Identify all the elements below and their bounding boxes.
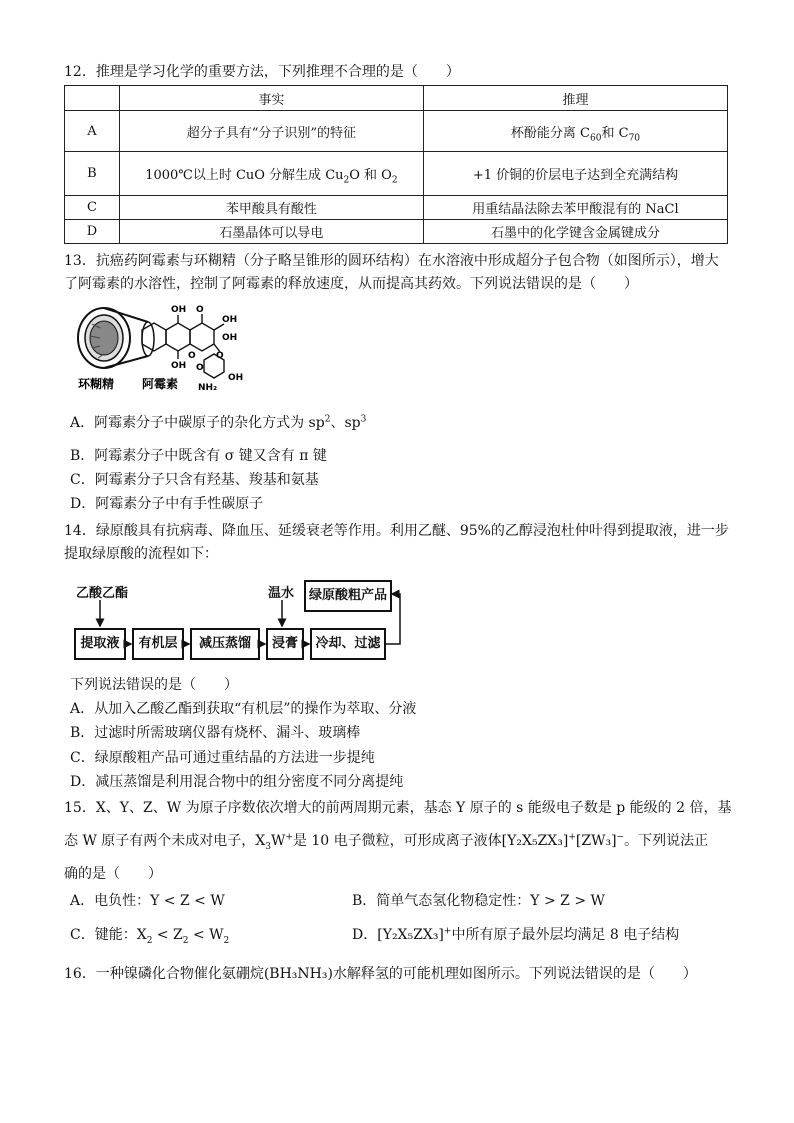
- label-doxorubicin: 阿霉素: [142, 377, 179, 391]
- nh2-label: NH₂: [198, 383, 218, 393]
- row-fact: 苯甲酸具有酸性: [119, 196, 423, 220]
- q13-option-c: C．阿霉素分子只含有羟基、羧基和氨基: [70, 472, 319, 488]
- table-row: [65, 196, 728, 220]
- row-label: B: [65, 152, 120, 196]
- table-row: [65, 152, 728, 196]
- header-cell-inference: 推理: [423, 86, 727, 111]
- reagent-warm-water: 温水: [268, 586, 295, 601]
- q14-option-b: B．过滤时所需玻璃仪器有烧杯、漏斗、玻璃棒: [70, 725, 361, 741]
- header-cell-fact: 事实: [119, 86, 423, 111]
- q12-table: [64, 85, 728, 244]
- q14-stem-line2: 提取绿原酸的流程如下：: [64, 546, 218, 562]
- o-label-3: O: [196, 363, 204, 373]
- row-label: A: [65, 111, 120, 152]
- q14-option-a: A．从加入乙酸乙酯到获取“有机层”的操作为萃取、分液: [70, 701, 417, 717]
- row-inference: 石墨中的化学键含金属键成分: [423, 220, 727, 244]
- q15-option-c: C．键能：$X_2 < Z_2 < W_2$: [70, 927, 230, 946]
- q13-stem-line2: 了阿霉素的水溶性，控制了阿霉素的释放速度，从而提高其药效。下列说法错误的是（ ）: [64, 276, 638, 292]
- label-cyclodextrin: 环糊精: [78, 377, 115, 391]
- oh-label-5: OH: [228, 373, 244, 383]
- row-fact: 1000℃以上时 CuO 分解生成 $Cu_2O$ 和 $O_2$: [119, 152, 423, 196]
- row-label: D: [65, 220, 120, 244]
- flowchart-arrows: [70, 580, 410, 662]
- box-extract: 提取液: [74, 628, 126, 660]
- header-cell-empty: [65, 86, 120, 111]
- o-label-4: O: [216, 351, 224, 361]
- box-cool-filter: 冷却、过滤: [310, 628, 386, 660]
- q15-option-b: B．简单气态氢化物稳定性：Y > Z > W: [352, 893, 605, 909]
- process-flowchart: [70, 580, 410, 662]
- q14-option-c: C．绿原酸粗产品可通过重结晶的方法进一步提纯: [70, 750, 375, 766]
- row-inference: 杯酚能分离 $C_{60}$和 $C_{70}$: [423, 111, 727, 152]
- q13-option-b: B．阿霉素分子中既含有 σ 键又含有 π 键: [70, 448, 327, 464]
- q14-ask: 下列说法错误的是（ ）: [70, 677, 238, 693]
- row-fact: 石墨晶体可以导电: [119, 220, 423, 244]
- table-row: [65, 111, 728, 152]
- q15-stem-line3: 确的是（ ）: [64, 866, 162, 882]
- q13-option-d: D．阿霉素分子中有手性碳原子: [70, 496, 264, 512]
- q14-stem-line1: 14．绿原酸具有抗病毒、降血压、延缓衰老等作用。利用乙醚、95%的乙醇浸泡杜仲叶得到提取液，进一步: [64, 523, 729, 539]
- q15-option-a: A．电负性：Y < Z < W: [70, 893, 225, 909]
- q13-stem-line1: 13．抗癌药阿霉素与环糊精（分子略呈锥形的圆环结构）在水溶液中形成超分子包合物（如图所示），增大: [64, 253, 719, 269]
- q14-option-d: D．减压蒸馏是利用混合物中的组分密度不同分离提纯: [70, 774, 404, 790]
- oh-label-3: OH: [222, 333, 238, 343]
- oh-label-1: OH: [171, 305, 187, 315]
- inclusion-complex-figure: [70, 300, 260, 395]
- oh-label-2: OH: [222, 315, 238, 325]
- q15-stem-line2: 态 W 原子有两个未成对电子，$X_3W^+$是 10 电子微粒，可形成离子液体[Y₂X₅ZX₃]+[ZW₃]−。下列说法正: [64, 832, 709, 852]
- o-label-2: O: [188, 351, 196, 361]
- row-fact: 超分子具有“分子识别”的特征: [119, 111, 423, 152]
- table-header-row: [65, 86, 728, 111]
- reagent-ethyl-acetate: 乙酸乙酯: [76, 586, 129, 601]
- q15-stem-line1: 15．X、Y、Z、W 为原子序数依次增大的前两周期元素，基态 Y 原子的 s 能级电子数是 p 能级的 2 倍，基: [64, 800, 732, 816]
- box-crude-product: 绿原酸粗产品: [304, 580, 392, 612]
- q12-stem: 12．推理是学习化学的重要方法，下列推理不合理的是（ ）: [64, 64, 460, 80]
- box-vacuum-distillation: 减压蒸馏: [190, 628, 260, 660]
- oh-label-4: OH: [171, 361, 187, 371]
- row-label: C: [65, 196, 120, 220]
- row-inference: +1 价铜的价层电子达到全充满结构: [423, 152, 727, 196]
- table-row: [65, 220, 728, 244]
- q15-option-d: D．[Y₂X₅ZX₃]+中所有原子最外层均满足 8 电子结构: [352, 926, 680, 943]
- o-label-1: O: [196, 305, 204, 315]
- box-organic-layer: 有机层: [132, 628, 184, 660]
- box-extractum: 浸膏: [266, 628, 304, 660]
- q16-stem: 16．一种镍磷化合物催化氨硼烷(BH₃NH₃)水解释氢的可能机理如图所示。下列说法错误的是（ ）: [64, 966, 697, 982]
- q13-option-a: A．阿霉素分子中碳原子的杂化方式为 $sp^2$、$sp^3$: [70, 414, 367, 431]
- row-inference: 用重结晶法除去苯甲酸混有的 NaCl: [423, 196, 727, 220]
